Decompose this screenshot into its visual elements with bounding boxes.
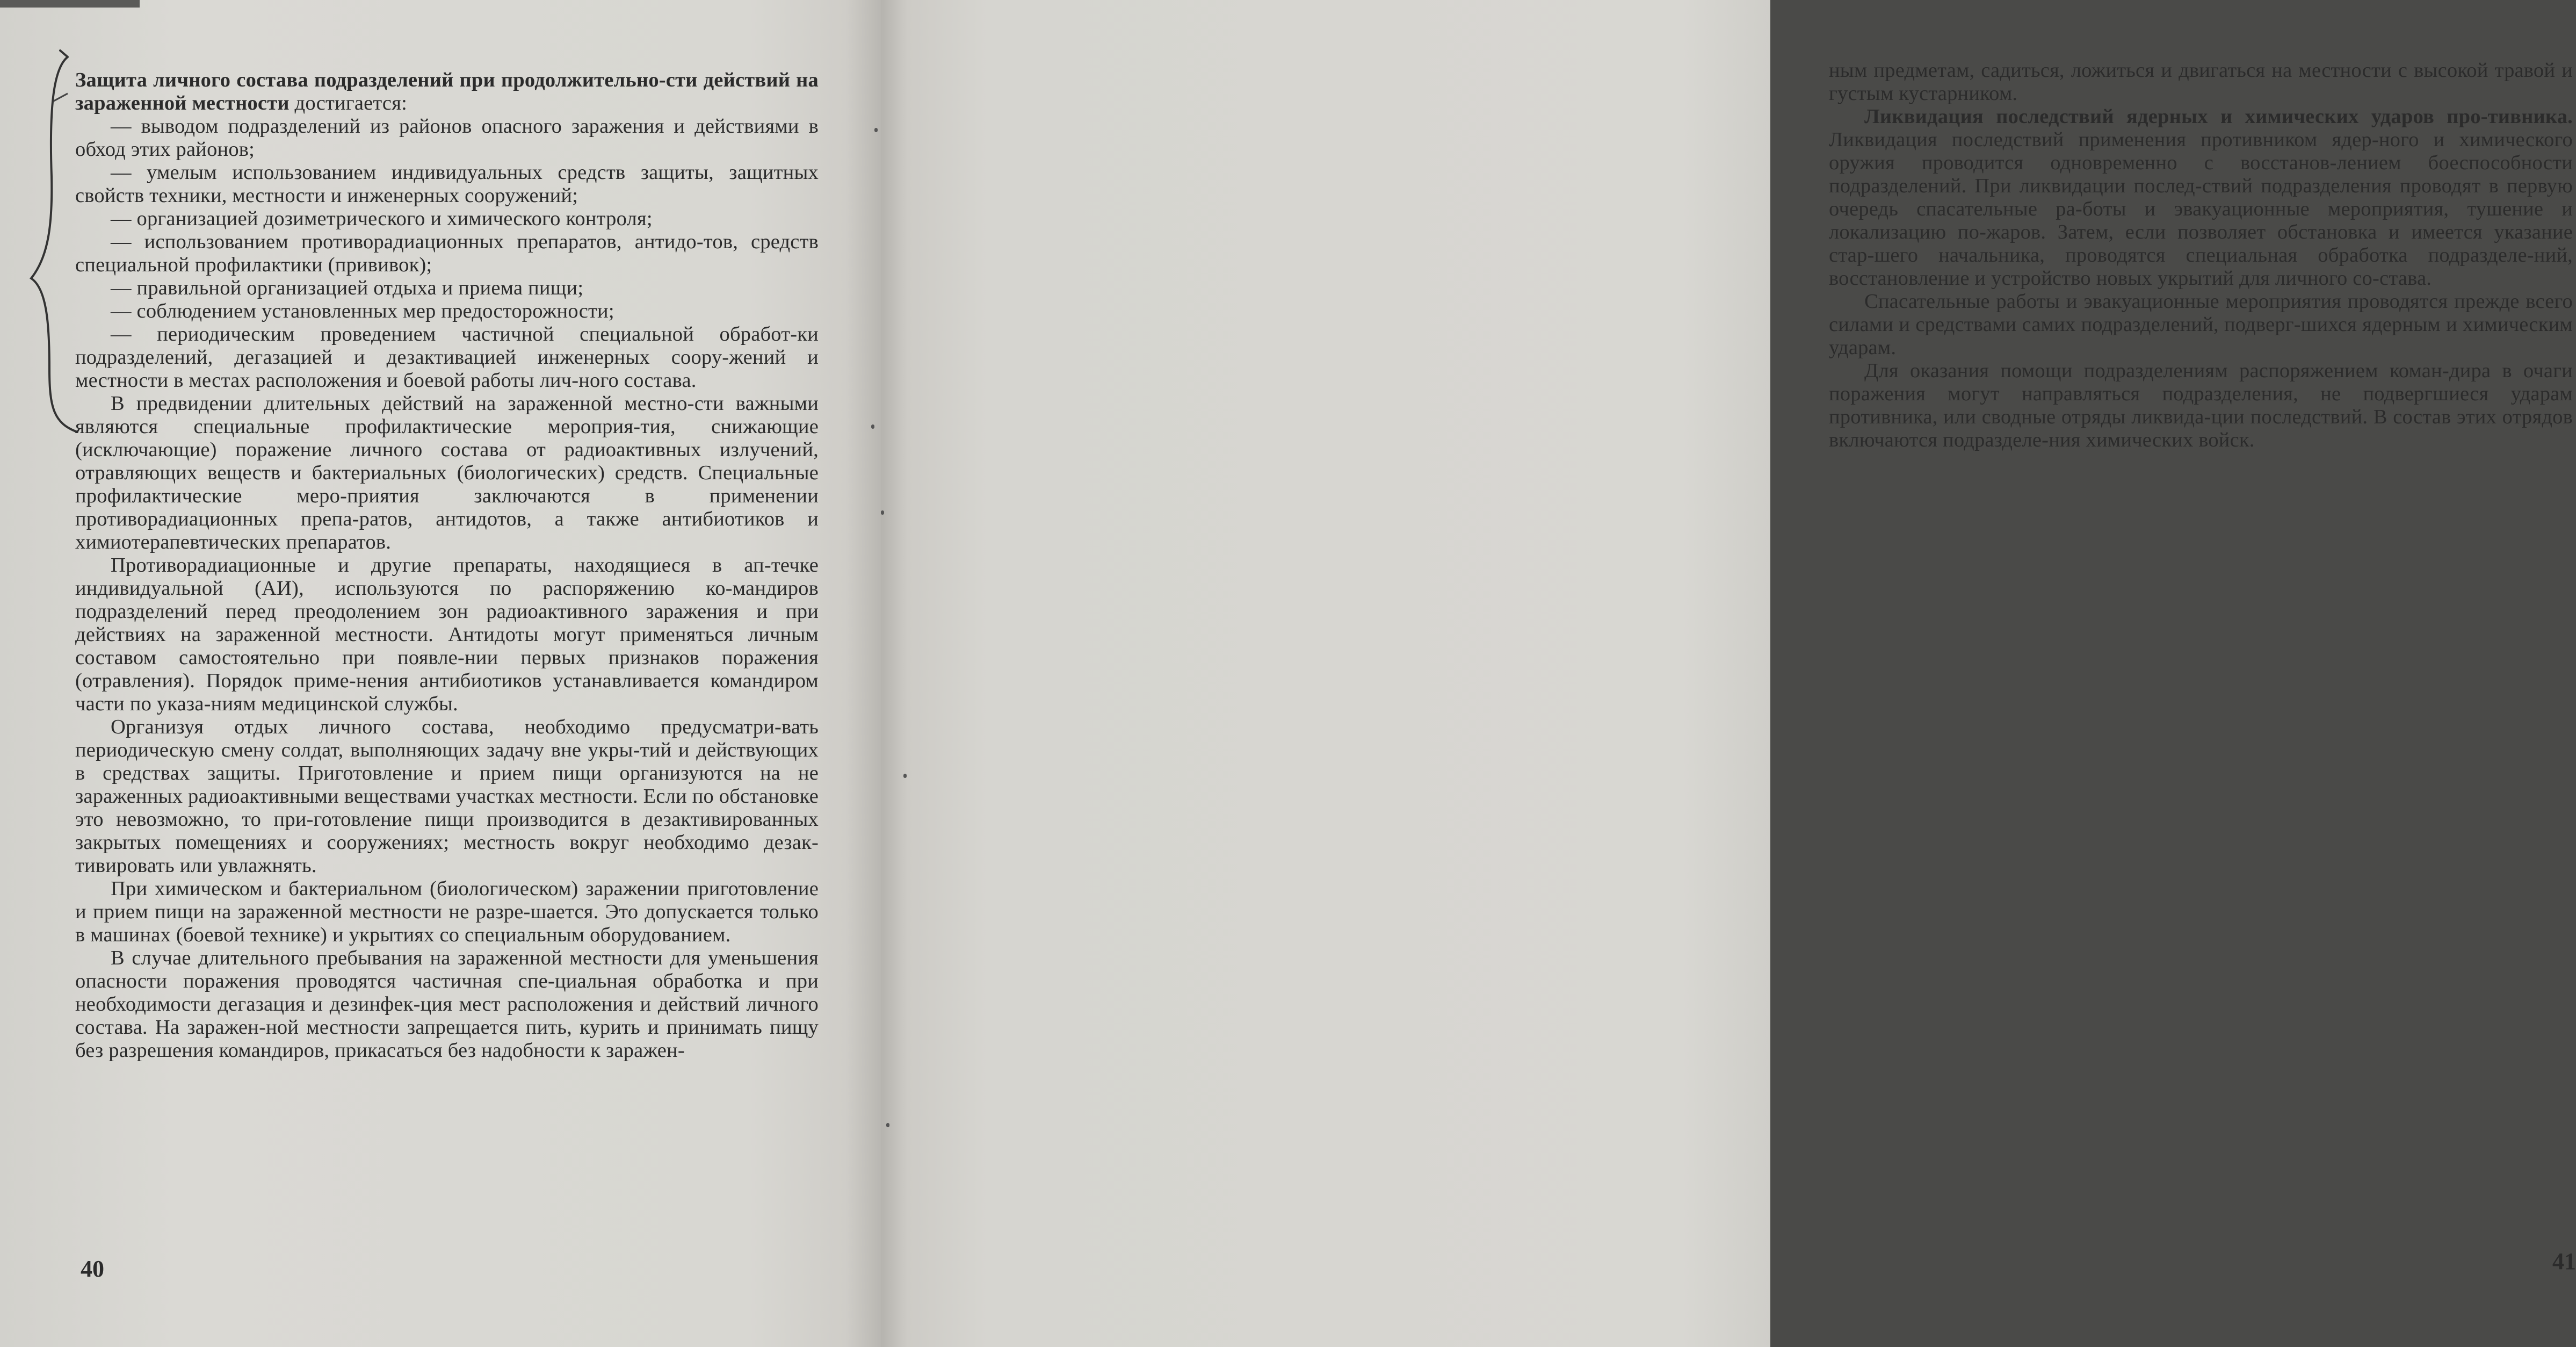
gutter-mark	[886, 1123, 889, 1127]
heading-protection: Защита личного состава подразделений при продолжительно-сти действий на зараженной местности	[75, 69, 819, 114]
heading-liquidation: Ликвидация последствий ядерных и химических ударов про-тивника.	[1864, 105, 2573, 128]
paragraph: Для оказания помощи подразделениям распоряжением коман-дира в очаги поражения могут направляться подразделения, не подвергшиеся ударам противника, или сводные отряды ликвида-ции последствий. В состав этих отрядов включаются подразделе-ния химических войск.	[1829, 359, 2573, 451]
page-number-left: 40	[81, 1256, 104, 1282]
paragraph: — умелым использованием индивидуальных средств защиты, защитных свойств техники, местности и инженерных сооружений;	[75, 161, 819, 207]
paragraph: Ликвидация последствий ядерных и химических ударов про-тивника. Ликвидация последствий применения противником ядер-ного и химического оружия проводится одновременно с восстанов-лением боеспособности подразделений. При ликвидации послед-ствий подразделения проводят в первую очередь спасательные ра-боты и эвакуационные мероприятия, тушение и локализацию по-жаров. Затем, если позволяет обстановка и имеется указание стар-шего начальника, проводятся специальная обработка подразделе-ний, восстановление и устройство новых укрытий для личного со-става.	[1829, 105, 2573, 290]
gutter-mark	[903, 774, 907, 778]
paragraph: — организацией дозиметрического и химического контроля;	[111, 207, 653, 230]
paragraph: Защита личного состава подразделений при продолжительно-сти действий на зараженной местности достигается:	[75, 69, 819, 114]
page-number-right: 41	[2552, 1248, 2576, 1274]
paragraph: — периодическим проведением частичной специальной обработ-ки подразделений, дегазацией и дезактивацией инженерных соору-жений и местности в местах расположения и боевой работы лич-ного состава.	[75, 323, 819, 392]
right-page	[881, 0, 2576, 1347]
paragraph: В случае длительного пребывания на зараженной местности для уменьшения опасности поражения проводятся частичная спе-циальная обработка и при необходимости дегазация и дезинфек-ция мест расположения и действий личного состава. На заражен-ной местности запрещается пить, курить и принимать пищу без разрешения командиров, прикасаться без надобности к заражен-	[75, 947, 819, 1062]
paragraph: При химическом и бактериальном (биологическом) заражении приготовление и прием пищи на зараженной местности не разре-шается. Это допускается только в машинах (боевой технике) и укрытиях со специальным оборудованием.	[75, 877, 819, 946]
right-page-text	[1829, 59, 2573, 452]
paragraph: — использованием противорадиационных препаратов, антидо-тов, средств специальной профилактики (прививок);	[75, 230, 819, 276]
paragraph: — соблюдением установленных мер предосторожности;	[111, 300, 614, 322]
paragraph: Спасательные работы и эвакуационные мероприятия проводятся прежде всего силами и средствами самих подразделений, подверг-шихся ядерным и химическим ударам.	[1829, 290, 2573, 359]
left-page-text	[75, 69, 819, 1062]
paragraph: В предвидении длительных действий на зараженной местно-сти важными являются специальные профилактические мероприя-тия, снижающие (исключающие) поражение личного состава от радиоактивных излучений, отравляющих веществ и бактериальных (биологических) средств. Специальные профилактические меро-приятия заключаются в применении противорадиационных препа-ратов, антидотов, а также антибиотиков и химиотерапевтических препаратов.	[75, 392, 819, 553]
paragraph: — выводом подразделений из районов опасного заражения и действиями в обход этих районов;	[75, 115, 819, 161]
left-page	[0, 0, 881, 1347]
paragraph: Организуя отдых личного состава, необходимо предусматри-вать периодическую смену солдат, выполняющих задачу вне укры-тий и действующих в средствах защиты. Приготовление и прием пищи организуются на не зараженных радиоактивными веществами участках местности. Если по обстановке это невозможно, то при-готовление пищи производится в дезактивированных закрытых помещениях и сооружениях; местность вокруг необходимо дезак-тивировать или увлажнять.	[75, 716, 819, 877]
paragraph: — правильной организацией отдыха и приема пищи;	[111, 277, 584, 299]
paragraph: Противорадиационные и другие препараты, находящиеся в ап-течке индивидуальной (АИ), используются по распоряжению ко-мандиров подразделений перед преодолением зон радиоактивного заражения и при действиях на зараженной местности. Антидоты могут применяться личным составом самостоятельно при появле-нии первых признаков поражения (отравления). Порядок приме-нения антибиотиков устанавливается командиром части по указа-ниям медицинской службы.	[75, 554, 819, 715]
gutter-mark	[874, 128, 878, 132]
gutter-mark	[871, 424, 874, 429]
gutter-mark	[881, 510, 884, 515]
paragraph: ным предметам, садиться, ложиться и двигаться на местности с высокой травой и густым кустарником.	[1829, 59, 2573, 105]
